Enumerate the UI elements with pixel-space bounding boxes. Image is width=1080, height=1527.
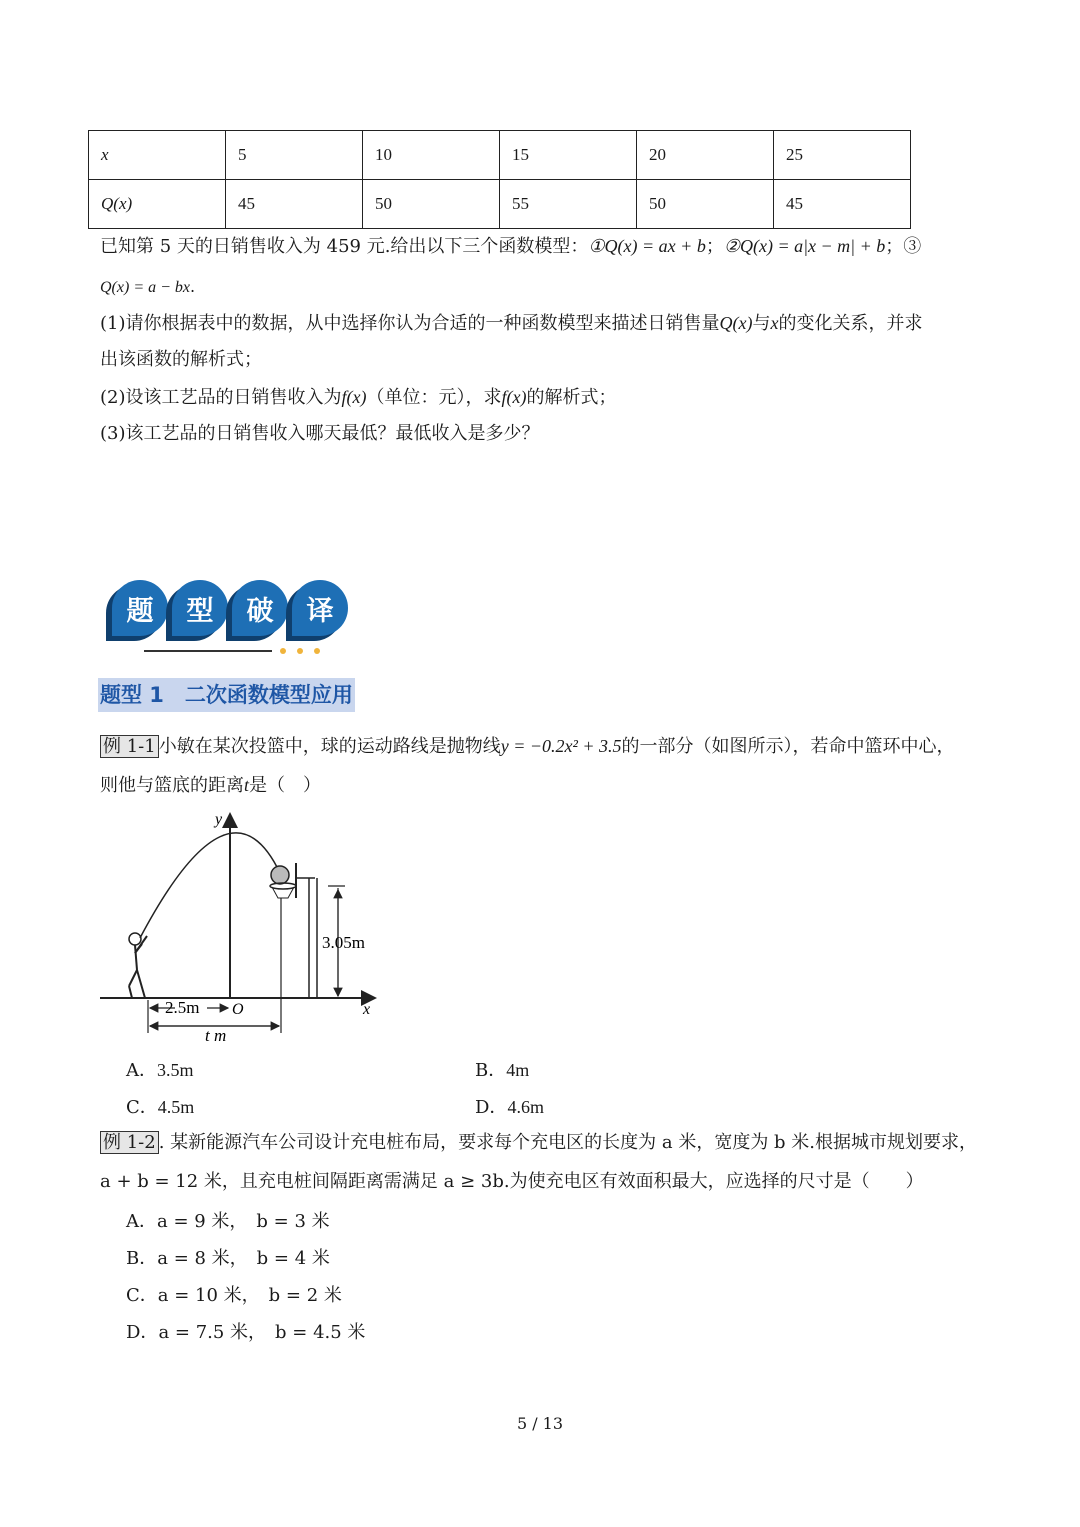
table-cell: 25 bbox=[774, 131, 911, 180]
page-number: 5 / 13 bbox=[516, 1414, 564, 1433]
distance-label: 2.5m bbox=[165, 998, 200, 1017]
option-d bbox=[126, 1318, 365, 1344]
table-cell: x bbox=[89, 131, 226, 180]
example-1-line-2 bbox=[100, 772, 321, 799]
section-badge: 破 bbox=[232, 580, 288, 636]
option-c bbox=[126, 1093, 194, 1119]
option-c bbox=[126, 1281, 342, 1307]
option-text: a = 9 米， b = 3 米 bbox=[157, 1211, 330, 1232]
option-text: 4.5m bbox=[157, 1097, 195, 1117]
table-cell: 55 bbox=[500, 180, 637, 229]
option-label: D． bbox=[475, 1097, 508, 1118]
question-3: (3)该工艺品的日销售收入哪天最低？最低收入是多少？ bbox=[100, 423, 540, 444]
dot-icon bbox=[314, 648, 320, 654]
origin-label: O bbox=[232, 1001, 244, 1018]
example-tag: 例 1-2 bbox=[100, 1131, 159, 1154]
section-badge: 译 bbox=[292, 580, 348, 636]
formula: f(x) bbox=[341, 387, 367, 407]
question-text: 的变化关系，并求 bbox=[778, 313, 923, 334]
option-label: C． bbox=[126, 1097, 158, 1118]
formula: Q(x) bbox=[719, 313, 753, 333]
dot-icon bbox=[280, 648, 286, 654]
question-text: 与 bbox=[752, 313, 771, 334]
example-1-line-1 bbox=[100, 733, 955, 760]
model-3-mark: ③ bbox=[903, 236, 922, 257]
question-1-cont: 出该函数的解析式； bbox=[100, 349, 262, 370]
example-text: 则他与篮底的距离 bbox=[100, 775, 244, 796]
option-b bbox=[475, 1056, 529, 1082]
formula: f(x) bbox=[501, 387, 527, 407]
intro-text: 已知第 5 天的日销售收入为 459 元.给出以下三个函数模型： bbox=[100, 236, 589, 257]
option-a bbox=[126, 1207, 330, 1233]
separator: ； bbox=[885, 236, 904, 257]
t-label: t m bbox=[205, 1026, 227, 1045]
question-2 bbox=[100, 384, 616, 411]
divider bbox=[144, 650, 272, 652]
option-text: a = 7.5 米， b = 4.5 米 bbox=[158, 1322, 366, 1343]
table-cell: 50 bbox=[363, 180, 500, 229]
question-1 bbox=[100, 310, 922, 337]
table-cell: 10 bbox=[363, 131, 500, 180]
option-label: C． bbox=[126, 1285, 158, 1306]
example-text: 小敏在某次投篮中，球的运动路线是抛物线 bbox=[158, 736, 501, 757]
formula: x bbox=[770, 313, 779, 333]
section-header: 题型 1 二次函数模型应用 bbox=[98, 678, 355, 712]
option-b bbox=[126, 1244, 330, 1270]
model-2: ②Q(x) = a|x − m| + b bbox=[723, 236, 886, 256]
period: . bbox=[190, 277, 196, 296]
example-tag: 例 1-1 bbox=[100, 735, 159, 758]
option-text: a = 10 米， b = 2 米 bbox=[157, 1285, 342, 1306]
model-3: Q(x) = a − bx bbox=[100, 279, 191, 296]
question-text: 的解析式； bbox=[526, 387, 617, 408]
example-text: 的一部分（如图所示），若命中篮环中心， bbox=[621, 736, 955, 757]
intro-line-1 bbox=[100, 233, 921, 260]
table-row bbox=[89, 180, 911, 229]
ball bbox=[271, 866, 289, 884]
option-text: 4m bbox=[506, 1060, 530, 1080]
example-text: . 某新能源汽车公司设计充电桩布局，要求每个充电区的长度为 a 米，宽度为 b 米.根据城市规划要求， bbox=[158, 1132, 978, 1153]
dot-icon bbox=[297, 648, 303, 654]
option-text: 3.5m bbox=[157, 1060, 194, 1080]
formula: y = −0.2x² + 3.5 bbox=[500, 736, 622, 756]
table-cell: 20 bbox=[637, 131, 774, 180]
option-label: D． bbox=[126, 1322, 159, 1343]
example-2-line-2: a + b = 12 米，且充电桩间隔距离需满足 a ≥ 3b.为使充电区有效面积最大，应选择的尺寸是（ ） bbox=[100, 1171, 924, 1192]
option-a bbox=[126, 1056, 194, 1082]
person-icon bbox=[129, 933, 141, 945]
x-axis-label: x bbox=[363, 1001, 371, 1018]
separator: ； bbox=[705, 236, 724, 257]
option-label: A． bbox=[126, 1211, 157, 1232]
option-label: B． bbox=[475, 1060, 507, 1081]
sales-table bbox=[88, 130, 911, 229]
question-text: (2)设该工艺品的日销售收入为 bbox=[100, 387, 342, 408]
example-2-line-1 bbox=[100, 1130, 977, 1156]
question-text: （单位：元），求 bbox=[366, 387, 502, 408]
option-d bbox=[475, 1093, 544, 1119]
option-text: 4.6m bbox=[507, 1097, 544, 1117]
y-axis-label: y bbox=[215, 811, 223, 828]
example-text: 是（ ） bbox=[249, 775, 322, 796]
table-row bbox=[89, 131, 911, 180]
table-cell: 50 bbox=[637, 180, 774, 229]
section-badge: 题 bbox=[112, 580, 168, 636]
ball-trajectory bbox=[140, 833, 280, 938]
option-label: A． bbox=[126, 1060, 157, 1081]
intro-line-2 bbox=[100, 274, 195, 301]
table-cell: 45 bbox=[226, 180, 363, 229]
variable: t bbox=[244, 775, 250, 795]
section-badge: 型 bbox=[172, 580, 228, 636]
table-cell: 15 bbox=[500, 131, 637, 180]
table-cell: 5 bbox=[226, 131, 363, 180]
option-text: a = 8 米， b = 4 米 bbox=[157, 1248, 330, 1269]
table-cell: 45 bbox=[774, 180, 911, 229]
basketball-figure bbox=[95, 808, 395, 1053]
height-label: 3.05m bbox=[322, 933, 365, 952]
question-text: (1)请你根据表中的数据，从中选择你认为合适的一种函数模型来描述日销售量 bbox=[100, 313, 720, 334]
model-1: ①Q(x) = ax + b bbox=[588, 236, 706, 256]
table-cell: Q(x) bbox=[89, 180, 226, 229]
option-label: B． bbox=[126, 1248, 158, 1269]
